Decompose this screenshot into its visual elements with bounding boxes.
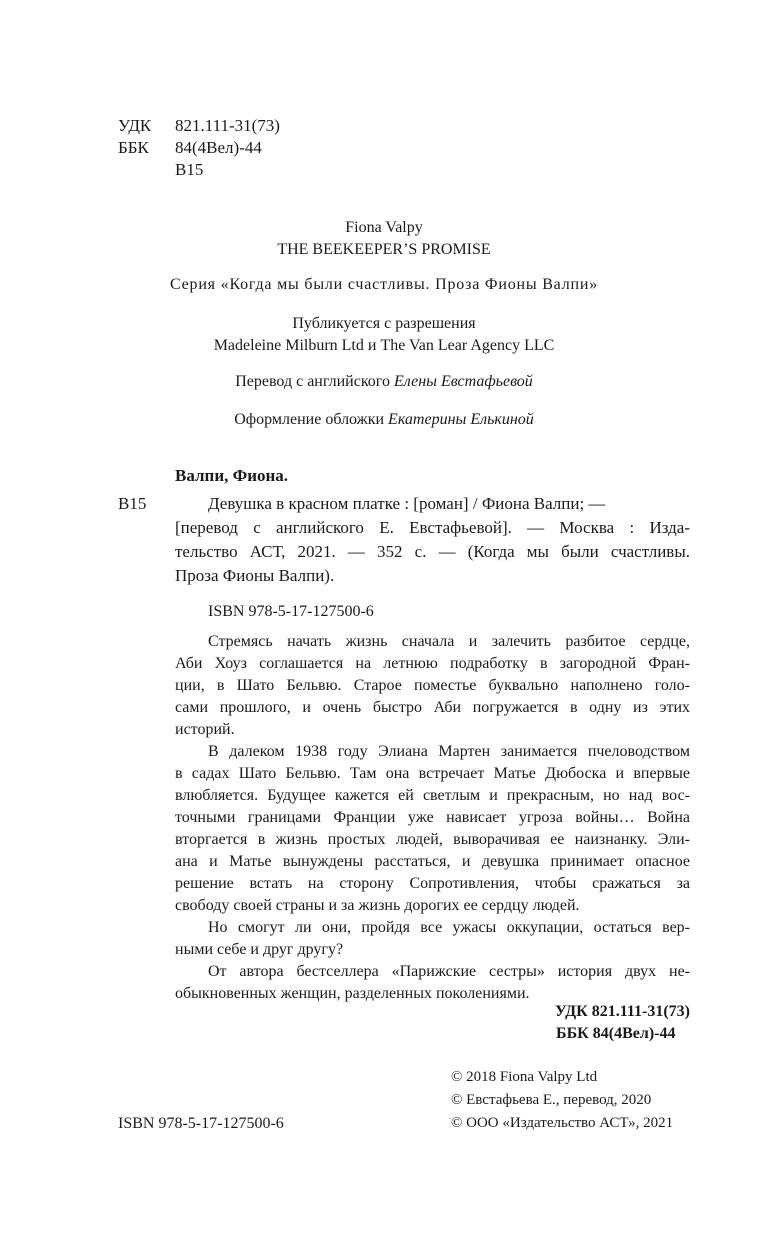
udk-value: 821.111-31(73) bbox=[175, 116, 280, 135]
permission-line-2: Madeleine Milburn Ltd и The Van Lear Agency LLC bbox=[213, 337, 555, 354]
copyright-line: © Евстафьева Е., перевод, 2020 bbox=[451, 1092, 652, 1108]
annotation-line: От автора бестселлера «Парижские сестры» история двух не- bbox=[208, 963, 690, 980]
bottom-udk: УДК 821.111-31(73) bbox=[555, 1003, 690, 1020]
cover-designer-name: Екатерины Елькиной bbox=[388, 411, 534, 428]
author-mark: В15 bbox=[175, 160, 204, 179]
catalog-line: [перевод с английского Е. Евстафьевой]. — Москва : Изда- bbox=[175, 518, 690, 537]
annotation-line: обыкновенных женщин, разделенных поколениями. bbox=[175, 985, 530, 1002]
annotation-line: Стремясь начать жизнь сначала и залечить разбитое сердце, bbox=[208, 633, 690, 650]
bbk-label: ББК bbox=[118, 138, 149, 157]
bbk-value: 84(4Вел)-44 bbox=[175, 138, 262, 157]
udk-label: УДК bbox=[118, 116, 152, 135]
catalog-isbn: ISBN 978-5-17-127500-6 bbox=[208, 603, 374, 620]
annotation-line: Но смогут ли они, пройдя все ужасы оккупации, остаться вер- bbox=[208, 919, 690, 936]
catalog-heading: Валпи, Фиона. bbox=[175, 466, 289, 485]
catalog-line: Девушка в красном платке : [роман] / Фиона Валпи; — bbox=[208, 494, 606, 513]
annotation-line: свободу своей страны и за жизнь дорогих ее сердцу людей. bbox=[175, 897, 580, 914]
copyright-line: © ООО «Издательство АСТ», 2021 bbox=[451, 1115, 674, 1131]
annotation-line: ции, в Шато Бельвю. Старое поместье буквально наполнено голо- bbox=[175, 677, 690, 694]
permission-line-1: Публикуется с разрешения bbox=[292, 315, 476, 332]
annotation-line: в садах Шато Бельвю. Там она встречает Матье Дюбоска и впервые bbox=[175, 765, 690, 782]
copyright-line: © 2018 Fiona Valpy Ltd bbox=[451, 1069, 598, 1085]
annotation-line: ана и Матье вынуждены расстаться, и девушка принимает опасное bbox=[175, 853, 690, 870]
annotation-line: влюбляется. Будущее кажется ей светлым и прекрасным, но над вос- bbox=[175, 787, 690, 804]
annotation-line: вторгается в жизнь простых людей, выворачивая ее наизнанку. Эли- bbox=[175, 831, 690, 848]
annotation-line: Аби Хоуз соглашается на летнюю подработку в загородной Фран- bbox=[175, 655, 690, 672]
catalog-line: Проза Фионы Валпи). bbox=[175, 566, 335, 585]
annotation-line: решение встать на сторону Сопротивления, чтобы сражаться за bbox=[175, 875, 690, 892]
annotation-line: ными себе и друг другу? bbox=[175, 941, 344, 958]
bottom-bbk: ББК 84(4Вел)-44 bbox=[556, 1025, 676, 1042]
original-author: Fiona Valpy bbox=[345, 219, 423, 236]
annotation-line: сами прошлого, и очень быстро Аби погружается в одну из этих bbox=[175, 699, 690, 716]
annotation-line: историй. bbox=[175, 721, 235, 738]
annotation-line: точными границами Франции уже нависает угроза войны… Война bbox=[175, 809, 690, 826]
translator-name: Елены Евстафьевой bbox=[393, 373, 533, 390]
catalog-line: тельство АСТ, 2021. — 352 с. — (Когда мы были счастливы. bbox=[175, 542, 690, 561]
translation-prefix: Перевод с английского bbox=[235, 373, 394, 390]
series-line: Серия «Когда мы были счастливы. Проза Фионы Валпи» bbox=[169, 276, 599, 293]
catalog-mark: В15 bbox=[118, 494, 147, 513]
cover-prefix: Оформление обложки bbox=[234, 411, 389, 428]
original-title: THE BEEKEEPER’S PROMISE bbox=[277, 241, 491, 258]
annotation-line: В далеком 1938 году Элиана Мартен занимается пчеловодством bbox=[208, 743, 690, 760]
copyright-isbn: ISBN 978-5-17-127500-6 bbox=[118, 1115, 284, 1132]
